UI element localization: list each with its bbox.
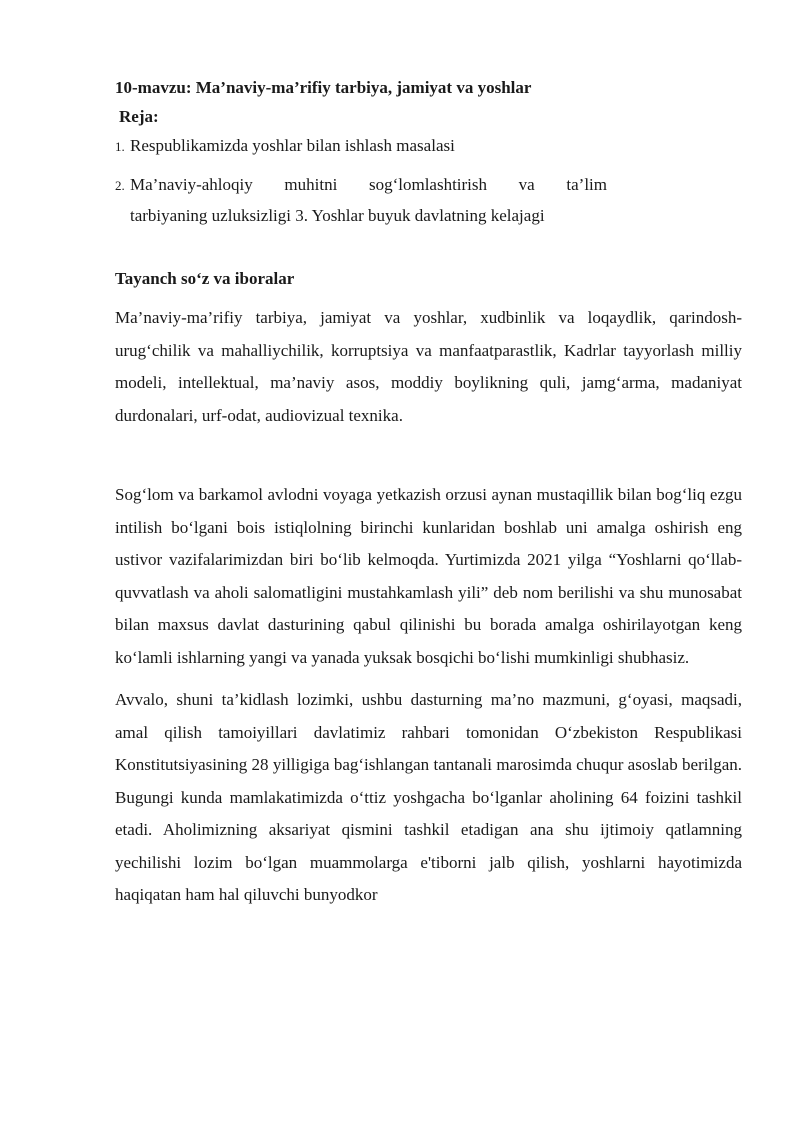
keywords-heading: Tayanch so‘z va iboralar [115, 269, 295, 288]
plan-item-number: 2. [115, 178, 125, 193]
plan-item-continuation: tarbiyaning uzluksizligi 3. Yoshlar buyuk davlatning kelajagi [130, 206, 545, 225]
document-title: 10-mavzu: Ma’naviy-ma’rifiy tarbiya, jamiyat va yoshlar [115, 78, 532, 97]
plan-list [115, 134, 742, 231]
document-page [115, 72, 742, 912]
body-paragraph: Sog‘lom va barkamol avlodni voyaga yetkazish orzusi aynan mustaqillik bilan bog‘liq ezgu intilish bo‘lgani bois istiqlolning birinchi kunlaridan boshlab uni amalga oshirish eng ustivor vazifalarimizdan biri bo‘lib kelmoqda. Yurtimizda 2021 yilga “Yoshlarni qo‘llab-quvvatlash va aholi salomatligini mustahkamlash yili” deb nom berilishi va shu munosabat bilan maxsus davlat dasturining qabul qilinishi bu borada amalga oshirilayotgan keng ko‘lamli ishlarning yangi va yanada yuksak bosqichi bo‘lishi mumkinligi shubhasiz. [115, 485, 742, 667]
plan-heading: Reja: [119, 107, 159, 126]
body-paragraph: Avvalo, shuni ta’kidlash lozimki, ushbu dasturning ma’no mazmuni, g‘oyasi, maqsadi, amal qilish tamoiyillari davlatimiz rahbari tomonidan O‘zbekiston Respublikasi Konstitutsiyasining 28 yilligiga bag‘ishlangan tantanali marosimda chuqur asoslab berilgan. Bugungi kunda mamlakatimizda o‘ttiz yoshgacha bo‘lganlar aholining 64 foizini tashkil etadi. Aholimizning aksariyat qismini tashkil etadigan ana shu ijtimoiy qatlamning yechilishi lozim bo‘lgan muammolarga e'tiborni jalb qilish, yoshlarni hayotimizda haqiqatan ham hal qiluvchi bunyodkor [115, 690, 742, 904]
plan-item-text: Ma’naviy-ahloqiy muhitni sog‘lomlashtirish va ta’lim [130, 175, 607, 194]
plan-item-text: Respublikamizda yoshlar bilan ishlash masalasi [130, 136, 455, 155]
plan-item [115, 170, 607, 201]
plan-item-number: 1. [115, 139, 125, 154]
plan-item [115, 134, 742, 159]
keywords-paragraph: Ma’naviy-ma’rifiy tarbiya, jamiyat va yoshlar, xudbinlik va loqaydlik, qarindosh-urug‘chilik va mahalliychilik, korruptsiya va manfaatparastlik, Kadrlar tayyorlash milliy modeli, intellektual, ma’naviy asos, moddiy boylikning quli, jamg‘arma, madaniyat durdonalari, urf-odat, audiovizual texnika. [115, 308, 742, 425]
